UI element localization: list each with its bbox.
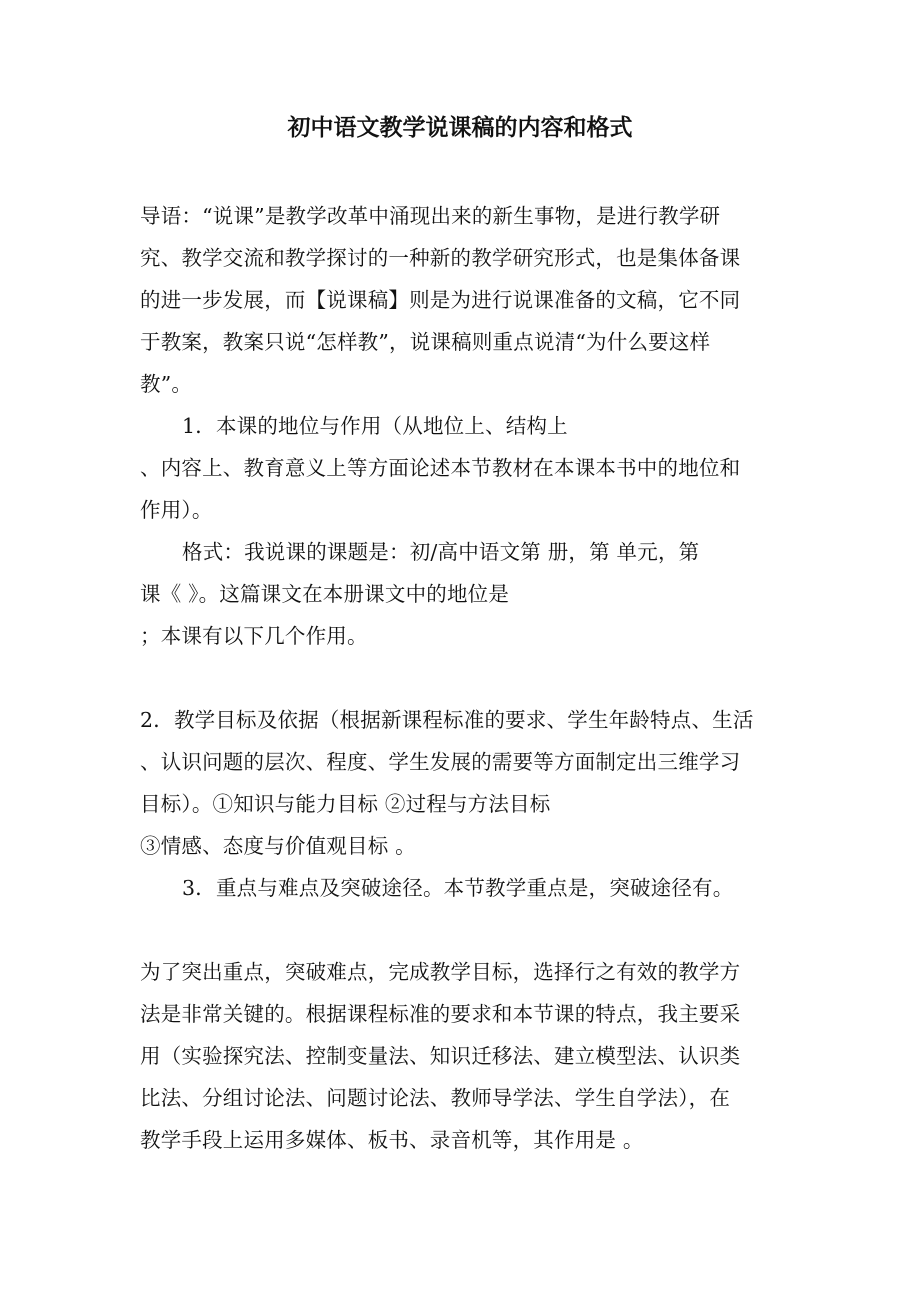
section-2-line-4: ③情感、态度与价值观目标 。 — [140, 834, 416, 858]
method-line-2: 法是非常关键的。根据课程标准的要求和本节课的特点，我主要采 — [140, 1002, 741, 1026]
section-3-line-1: 3．重点与难点及突破途径。本节教学重点是，突破途径有。 — [182, 876, 734, 900]
format-line-2: 课《 》。这篇课文在本册课文中的地位是 — [140, 582, 510, 606]
paragraph-intro-line-2: 究、教学交流和教学探讨的一种新的教学研究形式，也是集体备课 — [140, 246, 741, 270]
section-1-line-2: 、内容上、教育意义上等方面论述本节教材在本课本书中的地位和 — [140, 456, 741, 480]
section-2-line-2: 、认识问题的层次、程度、学生发展的需要等方面制定出三维学习 — [140, 750, 741, 774]
format-line-1: 格式：我说课的课题是：初/高中语文第 册，第 单元，第 — [182, 540, 700, 564]
method-line-3: 用（实验探究法、控制变量法、知识迁移法、建立模型法、认识类 — [140, 1044, 741, 1068]
document-title: 初中语文教学说课稿的内容和格式 — [287, 114, 633, 141]
section-1-heading: 1．本课的地位与作用（从地位上、结构上 — [182, 414, 568, 438]
section-1-line-3: 作用）。 — [140, 498, 213, 522]
paragraph-intro-line-4: 于教案，教案只说“怎样教”，说课稿则重点说清“为什么要这样 — [140, 330, 711, 354]
method-line-4: 比法、分组讨论法、问题讨论法、教师导学法、学生自学法），在 — [140, 1086, 731, 1110]
paragraph-intro-line-5: 教”。 — [140, 372, 193, 396]
section-2-line-3: 目标）。①知识与能力目标 ②过程与方法目标 — [140, 792, 551, 816]
paragraph-intro-line-1: 导语：“说课”是教学改革中涌现出来的新生事物，是进行教学研 — [140, 204, 721, 228]
paragraph-intro-line-3: 的进一步发展，而【说课稿】则是为进行说课准备的文稿，它不同 — [140, 288, 741, 312]
section-2-line-1: 2．教学目标及依据（根据新课程标准的要求、学生年龄特点、生活 — [140, 708, 754, 732]
method-line-1: 为了突出重点，突破难点，完成教学目标，选择行之有效的教学方 — [140, 960, 741, 984]
format-line-3: ；本课有以下几个作用。 — [140, 624, 368, 648]
method-line-5: 教学手段上运用多媒体、板书、录音机等，其作用是 。 — [140, 1128, 644, 1152]
